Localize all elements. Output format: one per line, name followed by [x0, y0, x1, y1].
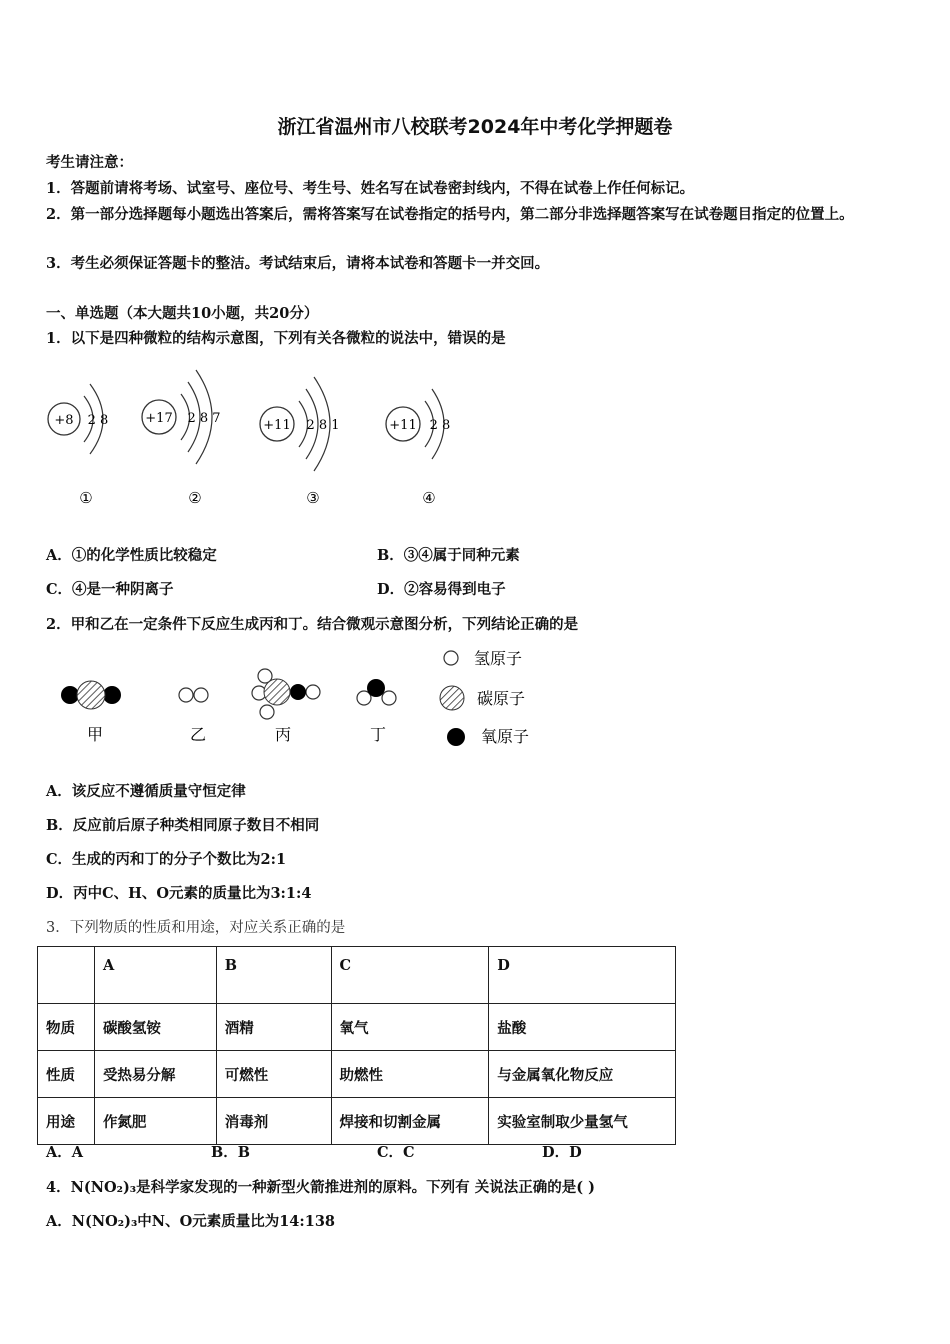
table-cell: 用途: [38, 1098, 95, 1145]
svg-text:氢原子: 氢原子: [474, 649, 523, 668]
q3-option-b: B．B: [211, 1144, 251, 1161]
atom-diagram-1: [48, 384, 108, 507]
table-cell: [38, 947, 95, 1004]
table-cell: C: [331, 947, 489, 1004]
q1-option-d: D．②容易得到电子: [377, 581, 506, 598]
svg-text:+11: +11: [263, 418, 291, 433]
table-cell: 性质: [38, 1051, 95, 1098]
notice-item-3: 3．考生必须保证答题卡的整洁。考试结束后，请将本试卷和答题卡一并交回。: [46, 255, 550, 272]
legend-carbon: [440, 686, 525, 710]
q3-stem: 3．下列物质的性质和用途，对应关系正确的是: [46, 920, 346, 936]
table-cell: A: [94, 947, 216, 1004]
svg-text:2 8 7: 2 8 7: [187, 411, 221, 426]
table-cell: 实验室制取少量氢气: [489, 1098, 676, 1145]
svg-text:丁: 丁: [369, 725, 387, 744]
svg-text:①: ①: [79, 489, 93, 507]
molecule-jia: [61, 681, 121, 744]
table-cell: 物质: [38, 1004, 95, 1051]
table-cell: 作氮肥: [94, 1098, 216, 1145]
q1-option-c: C．④是一种阴离子: [46, 581, 174, 598]
q1-atom-diagrams: [40, 362, 480, 512]
table-cell: 可燃性: [216, 1051, 331, 1098]
table-cell: 助燃性: [331, 1051, 489, 1098]
q2-molecule-diagram: [40, 640, 560, 760]
q1-option-a: A．①的化学性质比较稳定: [46, 547, 217, 564]
table-row: [38, 1004, 676, 1051]
q2-option-a: A．该反应不遵循质量守恒定律: [46, 783, 246, 800]
q2-option-d: D．丙中C、H、O元素的质量比为3:1:4: [46, 885, 312, 902]
notice-item-1: 1．答题前请将考场、试室号、座位号、考生号、姓名写在试卷密封线内，不得在试卷上作任何标记。: [46, 180, 695, 197]
svg-text:+17: +17: [145, 411, 173, 426]
q2-stem: 2．甲和乙在一定条件下反应生成丙和丁。结合微观示意图分析，下列结论正确的是: [46, 616, 579, 633]
table-cell: 氧气: [331, 1004, 489, 1051]
svg-text:丙: 丙: [274, 725, 292, 744]
svg-text:+8: +8: [54, 413, 74, 428]
page-title: 浙江省温州市八校联考2024年中考化学押题卷: [277, 116, 673, 138]
atom-diagram-3: [260, 377, 340, 507]
section-heading: 一、单选题（本大题共10小题，共20分）: [46, 305, 319, 322]
notice-item-2: 2．第一部分选择题每小题选出答案后，需将答案写在试卷指定的括号内，第二部分非选择题答案写在试卷题目指定的位置上。: [46, 206, 854, 223]
table-cell: 受热易分解: [94, 1051, 216, 1098]
svg-text:④: ④: [422, 489, 436, 507]
atom-diagram-2: [142, 370, 221, 507]
legend-oxygen: [447, 727, 529, 746]
table-cell: 盐酸: [489, 1004, 676, 1051]
molecule-yi: [179, 688, 208, 744]
svg-text:2 8: 2 8: [87, 413, 109, 428]
q1-option-b: B．③④属于同种元素: [377, 547, 520, 564]
svg-text:碳原子: 碳原子: [477, 689, 526, 708]
q2-option-c: C．生成的丙和丁的分子个数比为2:1: [46, 851, 287, 868]
legend-hydrogen: [444, 649, 522, 668]
svg-text:2 8 1: 2 8 1: [306, 418, 340, 433]
q3-option-a: A．A: [46, 1144, 84, 1161]
table-header-row: [38, 947, 676, 1004]
table-row: [38, 1051, 676, 1098]
table-cell: B: [216, 947, 331, 1004]
svg-text:②: ②: [188, 489, 202, 507]
table-cell: D: [489, 947, 676, 1004]
q1-stem: 1．以下是四种微粒的结构示意图，下列有关各微粒的说法中，错误的是: [46, 330, 506, 347]
table-cell: 碳酸氢铵: [94, 1004, 216, 1051]
q4-stem: 4．N(NO₂)₃是科学家发现的一种新型火箭推进剂的原料。下列有 关说法正确的是( ): [46, 1179, 595, 1196]
svg-text:+11: +11: [389, 418, 417, 433]
svg-text:氧原子: 氧原子: [481, 727, 530, 746]
q3-option-d: D．D: [542, 1144, 582, 1161]
molecule-bing: [252, 669, 320, 744]
q2-option-b: B．反应前后原子种类相同原子数目不相同: [46, 817, 320, 834]
table-cell: 与金属氧化物反应: [489, 1051, 676, 1098]
table-cell: 酒精: [216, 1004, 331, 1051]
table-cell: 消毒剂: [216, 1098, 331, 1145]
table-row: [38, 1098, 676, 1145]
molecule-ding: [357, 679, 396, 744]
table-cell: 焊接和切割金属: [331, 1098, 489, 1145]
svg-text:③: ③: [306, 489, 320, 507]
svg-text:乙: 乙: [189, 725, 207, 744]
q4-option-a: A．N(NO₂)₃中N、O元素质量比为14:138: [46, 1213, 335, 1230]
svg-text:甲: 甲: [86, 725, 104, 744]
svg-text:2 8: 2 8: [429, 418, 451, 433]
notice-heading: 考生请注意：: [46, 154, 133, 171]
q3-table: [37, 946, 676, 1145]
q3-option-c: C．C: [377, 1144, 415, 1161]
atom-diagram-4: [386, 389, 450, 507]
